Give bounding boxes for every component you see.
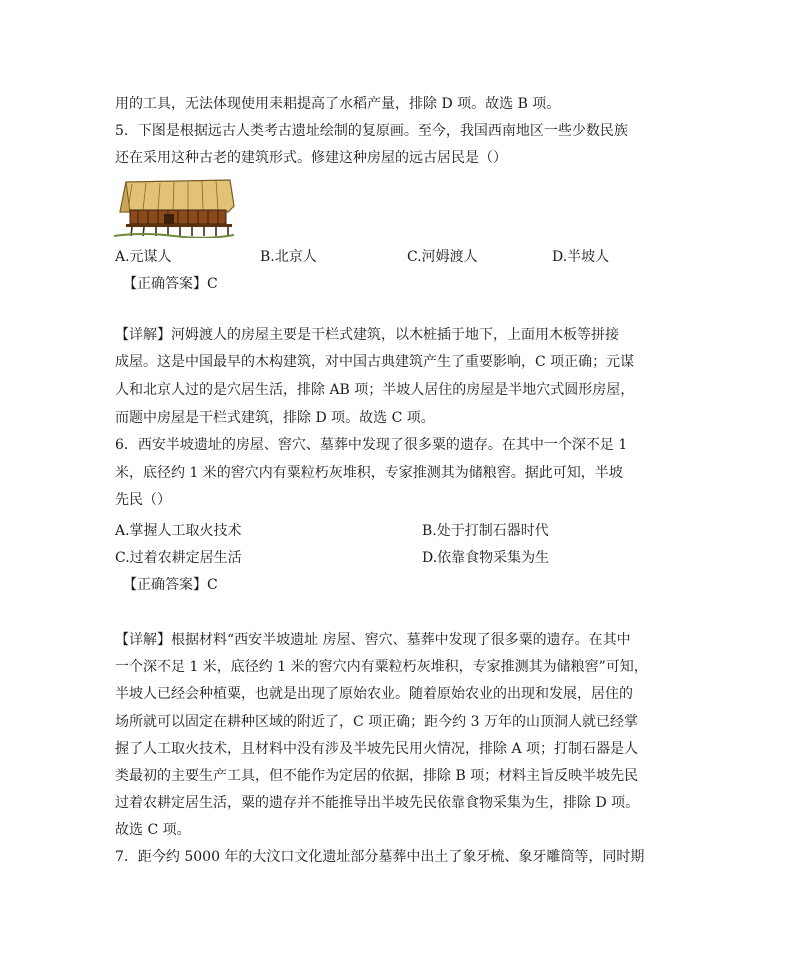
q6-option-b: B.处于打制石器时代 [422, 523, 549, 539]
q6-option-c: C.过着农耕定居生活 [115, 550, 242, 566]
q5-detail-line-4: 而题中房屋是干栏式建筑，排除 D 项。故选 C 项。 [115, 410, 435, 426]
q5-detail-line-2: 成屋。这是中国最早的木构建筑，对中国古典建筑产生了重要影响，C 项正确；元谋 [115, 354, 635, 370]
q5-detail-line-3: 人和北京人过的是穴居生活，排除 AB 项；半坡人居住的房屋是半地穴式圆形房屋， [115, 382, 635, 398]
question-5-stem-line-1: 5．下图是根据远古人类考古遗址绘制的复原画。至今，我国西南地区一些少数民族 [115, 123, 628, 139]
q6-correct-answer: 【正确答案】C [123, 577, 218, 593]
prev-detail-tail: 用的工具，无法体现使用耒耜提高了水稻产量，排除 D 项。故选 B 项。 [115, 96, 561, 112]
question-6-stem-line-3: 先民（） [115, 492, 171, 508]
q6-detail-line-7: 过着农耕定居生活，粟的遗存并不能推导出半坡先民依靠食物采集为生，排除 D 项。 [115, 795, 640, 811]
question-6-stem-line-1: 6．西安半坡遗址的房屋、窖穴、墓葬中发现了很多粟的遗存。在其中一个深不足 1 [115, 437, 628, 453]
q6-detail-line-5: 握了人工取火技术，且材料中没有涉及半坡先民用火情况，排除 A 项；打制石器是人 [115, 741, 639, 757]
q6-detail-line-3: 半坡人已经会种植粟，也就是出现了原始农业。随着原始农业的出现和发展，居住的 [115, 686, 633, 702]
q5-option-d: D.半坡人 [552, 249, 610, 265]
q6-detail-line-8: 故选 C 项。 [115, 822, 191, 838]
q5-detail-line-1: 【详解】河姆渡人的房屋主要是干栏式建筑，以木桩插于地下，上面用木板等拼接 [115, 327, 619, 343]
q5-option-a: A.元谋人 [115, 249, 172, 265]
stilt-house-illustration [112, 176, 236, 238]
q6-detail-line-2: 一个深不足 1 米，底径约 1 米的窖穴内有粟粒朽灰堆积，专家推测其为储粮窖”可知， [115, 659, 648, 675]
q5-option-b: B.北京人 [260, 249, 317, 265]
q5-option-c: C.河姆渡人 [407, 249, 478, 265]
question-6-stem-line-2: 米，底径约 1 米的窖穴内有粟粒朽灰堆积，专家推测其为储粮窖。据此可知，半坡 [115, 465, 623, 481]
q5-correct-answer: 【正确答案】C [123, 276, 218, 292]
question-5-stem-line-2: 还在采用这种古老的建筑形式。修建这种房屋的远古居民是（） [115, 150, 507, 166]
q6-option-a: A.掌握人工取火技术 [115, 523, 242, 539]
q6-detail-line-4: 场所就可以固定在耕种区域的附近了，C 项正确；距今约 3 万年的山顶洞人就已经掌 [115, 714, 638, 730]
q6-option-d: D.依靠食物采集为生 [422, 550, 550, 566]
q6-detail-line-6: 类最初的主要生产工具，但不能作为定居的依据，排除 B 项；材料主旨反映半坡先民 [115, 768, 639, 784]
q6-detail-line-1: 【详解】根据材料“西安半坡遗址 房屋、窖穴、墓葬中发现了很多粟的遗存。在其中 [115, 632, 631, 648]
question-7-stem-line-1: 7．距今约 5000 年的大汶口文化遗址部分墓葬中出土了象牙梳、象牙雕筒等，同时期 [115, 849, 645, 865]
